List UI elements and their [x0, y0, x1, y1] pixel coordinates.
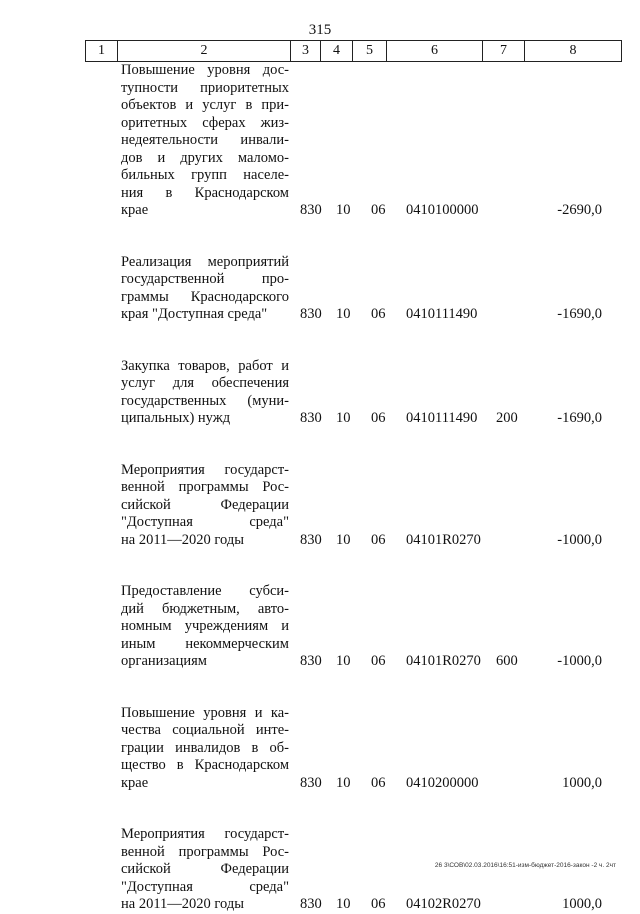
description-line: Повышение уровня дос- — [121, 62, 289, 78]
row-col-3: 830 — [300, 774, 322, 791]
row-description — [121, 62, 289, 220]
row-col-6: 0410200000 — [406, 774, 479, 791]
table-row — [0, 62, 640, 220]
row-col-3: 830 — [300, 202, 322, 218]
row-col-5: 06 — [371, 202, 386, 218]
description-line: дов и других маломо- — [121, 149, 289, 166]
row-col-4: 10 — [336, 774, 351, 791]
row-description — [121, 254, 289, 324]
row-col-5: 06 — [371, 410, 386, 426]
row-col-5: 06 — [371, 306, 386, 322]
row-description — [121, 705, 289, 793]
row-col-8: -1690,0 — [557, 306, 602, 322]
row-col-3: 830 — [300, 896, 322, 912]
description-line: ния в Краснодарском — [121, 184, 289, 201]
row-col-8: -1690,0 — [557, 410, 602, 426]
row-col-7: 600 — [496, 653, 518, 669]
header-col-2: 2 — [118, 41, 291, 61]
row-col-6: 04102R0270 — [406, 896, 481, 912]
row-col-5: 06 — [371, 774, 386, 791]
row-description — [121, 462, 289, 550]
description-line: Мероприятия государст- — [121, 826, 289, 842]
table-row — [0, 254, 640, 324]
row-col-8: -1000,0 — [557, 531, 602, 548]
row-col-4: 10 — [336, 306, 351, 322]
description-line: грации инвалидов в об- — [121, 739, 289, 756]
header-col-6: 6 — [387, 41, 483, 61]
row-col-8: 1000,0 — [562, 774, 602, 791]
description-line: организациям — [121, 653, 207, 669]
description-line: венной программы Рос- — [121, 843, 289, 860]
description-line: Реализация мероприятий — [121, 253, 289, 270]
row-col-4: 10 — [336, 531, 351, 548]
description-line: "Доступная среда" — [121, 514, 289, 530]
table-row — [0, 705, 640, 793]
page-number: 315 — [308, 22, 332, 38]
document-footer: 26 3\СОВ\02.03.2016\16:51-изм-бюджет-2016-закон -2 ч. 2чт — [434, 862, 616, 869]
header-col-3: 3 — [291, 41, 321, 61]
description-line: щество в Краснодарском — [121, 757, 289, 773]
header-col-1: 1 — [86, 41, 118, 61]
description-line: оритетных сферах жиз- — [121, 114, 289, 131]
row-col-3: 830 — [300, 531, 322, 548]
description-line: венной программы Рос- — [121, 479, 289, 495]
row-col-5: 06 — [371, 531, 386, 548]
row-col-8: 1000,0 — [562, 896, 602, 912]
row-description — [121, 583, 289, 671]
row-col-4: 10 — [336, 410, 351, 426]
description-line: сийской Федерации — [121, 496, 289, 513]
description-line: Закупка товаров, работ и — [121, 357, 289, 374]
row-col-6: 04101R0270 — [406, 653, 481, 669]
description-line: государственной про- — [121, 271, 289, 287]
row-col-7: 200 — [496, 410, 518, 426]
header-col-7: 7 — [483, 41, 525, 61]
table-header-row — [85, 40, 622, 62]
table-row — [0, 826, 640, 914]
description-line: "Доступная среда" — [121, 878, 289, 895]
description-line: бильных групп населе- — [121, 167, 289, 183]
row-col-3: 830 — [300, 306, 322, 322]
description-line: крае — [121, 774, 149, 791]
description-line: ципальных) нужд — [121, 410, 231, 426]
description-line: граммы Краснодарского — [121, 288, 289, 305]
description-line: объектов и услуг в при- — [121, 97, 289, 113]
description-line: государственных (муни- — [121, 392, 289, 409]
row-description — [121, 358, 289, 428]
row-col-3: 830 — [300, 653, 322, 669]
row-col-4: 10 — [336, 202, 351, 218]
header-col-4: 4 — [321, 41, 353, 61]
description-line: чества социальной инте- — [121, 722, 289, 738]
table-row — [0, 462, 640, 550]
row-col-8: -1000,0 — [557, 653, 602, 669]
description-line: на 2011—2020 годы — [121, 531, 244, 548]
description-line: тупности приоритетных — [121, 79, 289, 96]
description-line: края "Доступная среда" — [121, 306, 268, 322]
row-col-5: 06 — [371, 653, 386, 669]
row-col-3: 830 — [300, 410, 322, 426]
row-col-6: 04101R0270 — [406, 531, 481, 548]
description-line: сийской Федерации — [121, 861, 289, 877]
row-col-6: 0410100000 — [406, 202, 479, 218]
row-col-6: 0410111490 — [406, 410, 478, 426]
description-line: иным некоммерческим — [121, 635, 289, 652]
description-line: Мероприятия государст- — [121, 461, 289, 478]
description-line: Предоставление субси- — [121, 583, 289, 599]
description-line: дий бюджетным, авто- — [121, 600, 289, 617]
row-col-4: 10 — [336, 896, 351, 912]
description-line: недеятельности инвали- — [121, 132, 289, 148]
table-row — [0, 358, 640, 428]
row-description — [121, 826, 289, 914]
description-line: услуг для обеспечения — [121, 375, 289, 391]
header-col-5: 5 — [353, 41, 387, 61]
table-row — [0, 583, 640, 671]
header-col-8: 8 — [569, 43, 577, 58]
row-col-6: 0410111490 — [406, 306, 478, 322]
row-col-4: 10 — [336, 653, 351, 669]
row-col-5: 06 — [371, 896, 386, 912]
description-line: на 2011—2020 годы — [121, 896, 244, 912]
row-col-8: -2690,0 — [557, 202, 602, 218]
description-line: Повышение уровня и ка- — [121, 704, 289, 721]
description-line: номным учреждениям и — [121, 618, 289, 634]
description-line: крае — [121, 202, 149, 218]
